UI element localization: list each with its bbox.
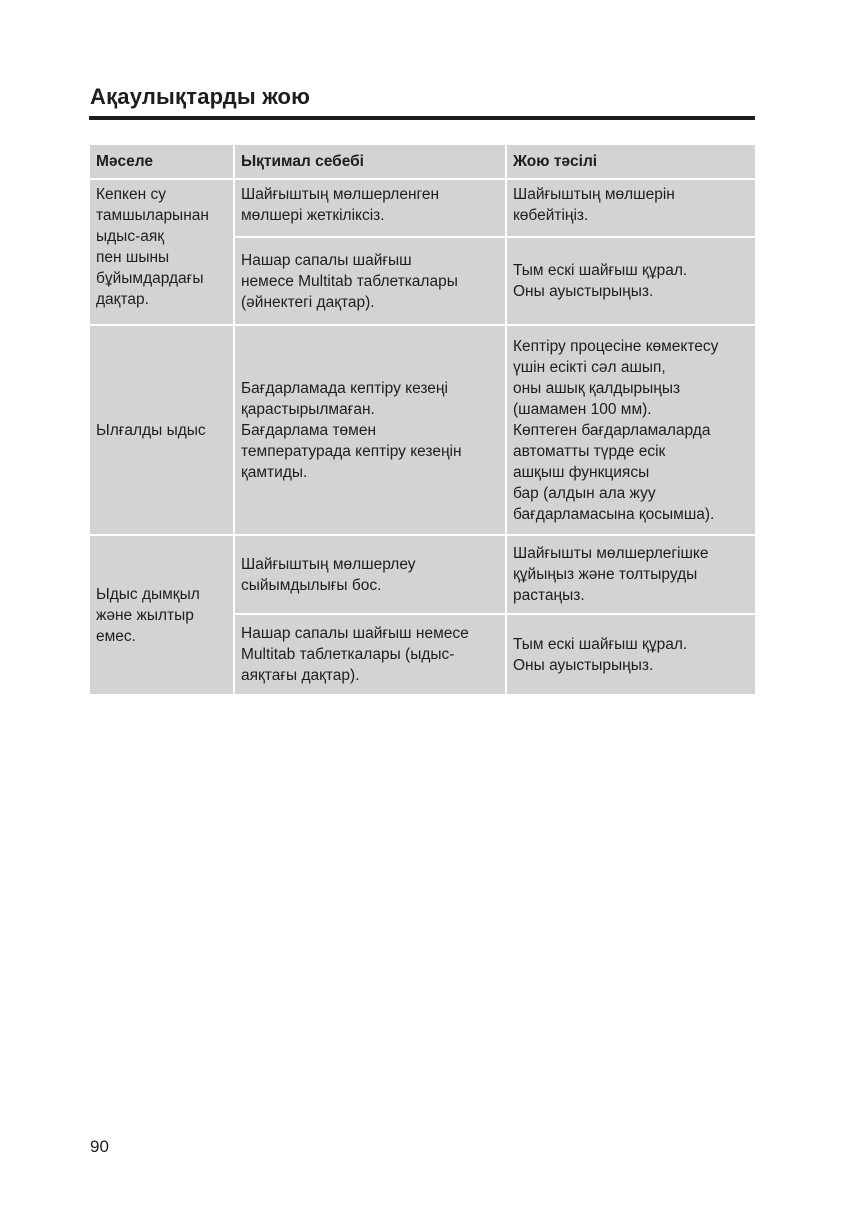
- remedy-cell: Кептіру процесіне көмектесу үшін есікті сәл ашып, оны ашық қалдырыңыз (шамамен 100 мм). Көптеген бағдарламаларда автоматты түрде есік ашқыш функциясы бар (алдын ала жуу бағдарламасына қосымша).: [507, 326, 755, 536]
- troubleshooting-table: [90, 145, 755, 696]
- remedy-cell: Шайғышты мөлшерлегішке құйыңыз және толтыруды растаңыз.: [507, 536, 755, 615]
- title-divider: [89, 116, 755, 120]
- header-problem: Мәселе: [90, 145, 235, 180]
- remedy-cell: Тым ескі шайғыш құрал. Оны ауыстырыңыз.: [507, 238, 755, 326]
- page-number: 90: [90, 1137, 109, 1156]
- remedy-cell: Тым ескі шайғыш құрал. Оны ауыстырыңыз.: [507, 615, 755, 696]
- remedy-cell: Шайғыштың мөлшерін көбейтіңіз.: [507, 180, 755, 238]
- page-title: Ақаулықтарды жою: [90, 84, 311, 109]
- problem-cell: Кепкен су тамшыларынан ыдыс-аяқ пен шыны бұйымдардағы дақтар.: [90, 180, 235, 326]
- cause-cell: Нашар сапалы шайғыш немесе Multitab таблеткалары (ыдыс- аяқтағы дақтар).: [235, 615, 507, 696]
- cause-cell: Шайғыштың мөлшерлеу сыйымдылығы бос.: [235, 536, 507, 615]
- header-remedy: Жою тәсілі: [507, 145, 755, 180]
- header-cause: Ықтимал себебі: [235, 145, 507, 180]
- cause-cell: Шайғыштың мөлшерленген мөлшері жеткіліксіз.: [235, 180, 507, 238]
- cause-cell: Нашар сапалы шайғыш немесе Multitab таблеткалары (әйнектегі дақтар).: [235, 238, 507, 326]
- cause-cell: Бағдарламада кептіру кезеңі қарастырылмаған. Бағдарлама төмен температурада кептіру кезеңін қамтиды.: [235, 326, 507, 536]
- problem-cell: Ыдыс дымқыл және жылтыр емес.: [90, 536, 235, 696]
- problem-cell: Ылғалды ыдыс: [90, 326, 235, 536]
